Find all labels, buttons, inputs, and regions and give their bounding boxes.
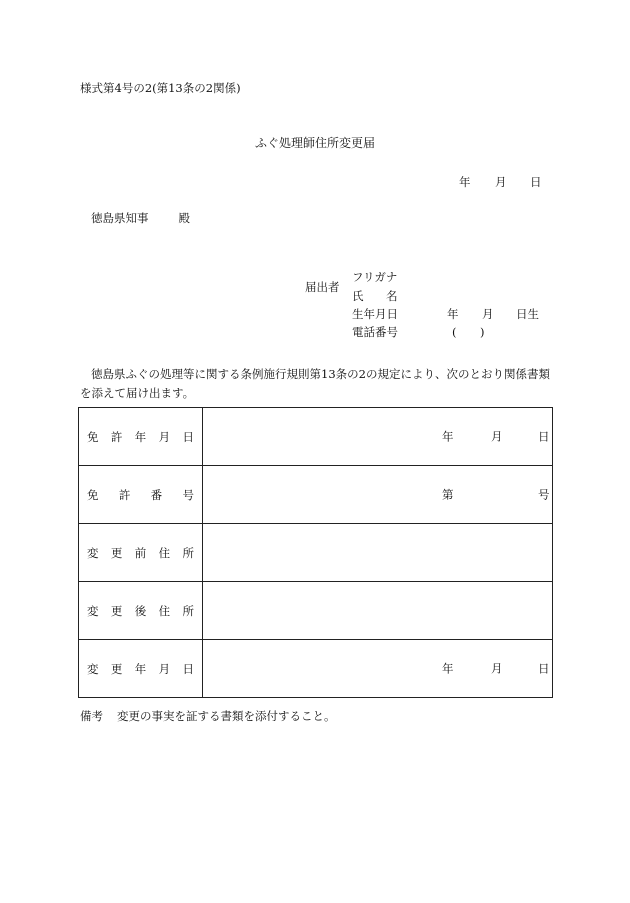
phone-open-paren: ( xyxy=(452,325,457,339)
label-char: 番 xyxy=(150,487,163,502)
label-char: 号 xyxy=(182,487,194,502)
label-char: 日 xyxy=(182,661,194,676)
label-char: 住 xyxy=(158,545,171,560)
remark-text: 変更の事実を証する書類を添付すること。 xyxy=(117,709,336,723)
label-char: 許 xyxy=(110,429,123,444)
table-row xyxy=(79,524,553,582)
name-label-second: 名 xyxy=(386,289,398,303)
label-char: 更 xyxy=(110,603,123,618)
birth-day-unit: 日生 xyxy=(516,307,539,321)
label-char: 日 xyxy=(182,429,194,444)
label-char: 後 xyxy=(134,603,147,618)
label-char: 年 xyxy=(134,661,147,676)
previous-address-label xyxy=(79,524,203,582)
new-address-label xyxy=(79,582,203,640)
label-char: 変 xyxy=(87,603,99,618)
license-date-field[interactable] xyxy=(203,408,553,466)
birth-year-unit: 年 xyxy=(447,307,459,321)
form-number: 様式第4号の2(第13条の2関係) xyxy=(80,81,241,95)
label-char: 所 xyxy=(182,545,194,560)
date-month-unit: 月 xyxy=(495,175,507,189)
name-label-first: 氏 xyxy=(352,289,364,303)
license-date-label xyxy=(79,408,203,466)
month-unit: 月 xyxy=(491,660,503,675)
addressee-honorific: 殿 xyxy=(178,211,190,225)
label-char: 月 xyxy=(158,429,171,444)
label-char: 変 xyxy=(87,545,99,560)
phone-label: 電話番号 xyxy=(352,325,398,339)
year-unit: 年 xyxy=(442,660,454,675)
previous-address-field[interactable] xyxy=(203,524,553,582)
birth-date-label: 生年月日 xyxy=(352,307,398,321)
label-char: 変 xyxy=(87,661,99,676)
table-row xyxy=(79,640,553,698)
phone-close-paren: ) xyxy=(480,325,485,339)
day-unit: 日 xyxy=(538,660,550,675)
label-char: 更 xyxy=(110,545,123,560)
label-char: 免 xyxy=(87,487,99,502)
number-suffix: 号 xyxy=(538,486,550,501)
day-unit: 日 xyxy=(538,428,550,443)
date-year-unit: 年 xyxy=(459,175,471,189)
year-unit: 年 xyxy=(442,428,454,443)
addressee xyxy=(91,213,190,225)
license-number-field[interactable] xyxy=(203,466,553,524)
table-row xyxy=(79,466,553,524)
new-address-field[interactable] xyxy=(203,582,553,640)
document-title: ふぐ処理師住所変更届 xyxy=(254,136,375,150)
label-char: 年 xyxy=(134,429,147,444)
declaration-text: 徳島県ふぐの処理等に関する条例施行規則第13条の2の規定により、次のとおり関係書類を添えて届け出ます。 xyxy=(80,367,550,400)
applicant-label: 届出者 xyxy=(305,280,340,294)
month-unit: 月 xyxy=(491,428,503,443)
label-char: 所 xyxy=(182,603,194,618)
date-day-unit: 日 xyxy=(530,175,542,189)
addressee-name: 徳島県知事 xyxy=(91,211,149,225)
change-date-field[interactable] xyxy=(203,640,553,698)
table-row xyxy=(79,408,553,466)
label-char: 許 xyxy=(118,487,131,502)
label-char: 前 xyxy=(134,545,147,560)
license-number-label xyxy=(79,466,203,524)
furigana-label: フリガナ xyxy=(352,270,398,284)
change-date-label xyxy=(79,640,203,698)
label-char: 免 xyxy=(87,429,99,444)
label-char: 更 xyxy=(110,661,123,676)
remarks xyxy=(80,711,336,723)
label-char: 月 xyxy=(158,661,171,676)
notification-table xyxy=(78,407,553,698)
label-char: 住 xyxy=(158,603,171,618)
remark-label: 備考 xyxy=(80,709,103,723)
table-row xyxy=(79,582,553,640)
number-prefix: 第 xyxy=(442,486,454,501)
birth-month-unit: 月 xyxy=(482,307,494,321)
